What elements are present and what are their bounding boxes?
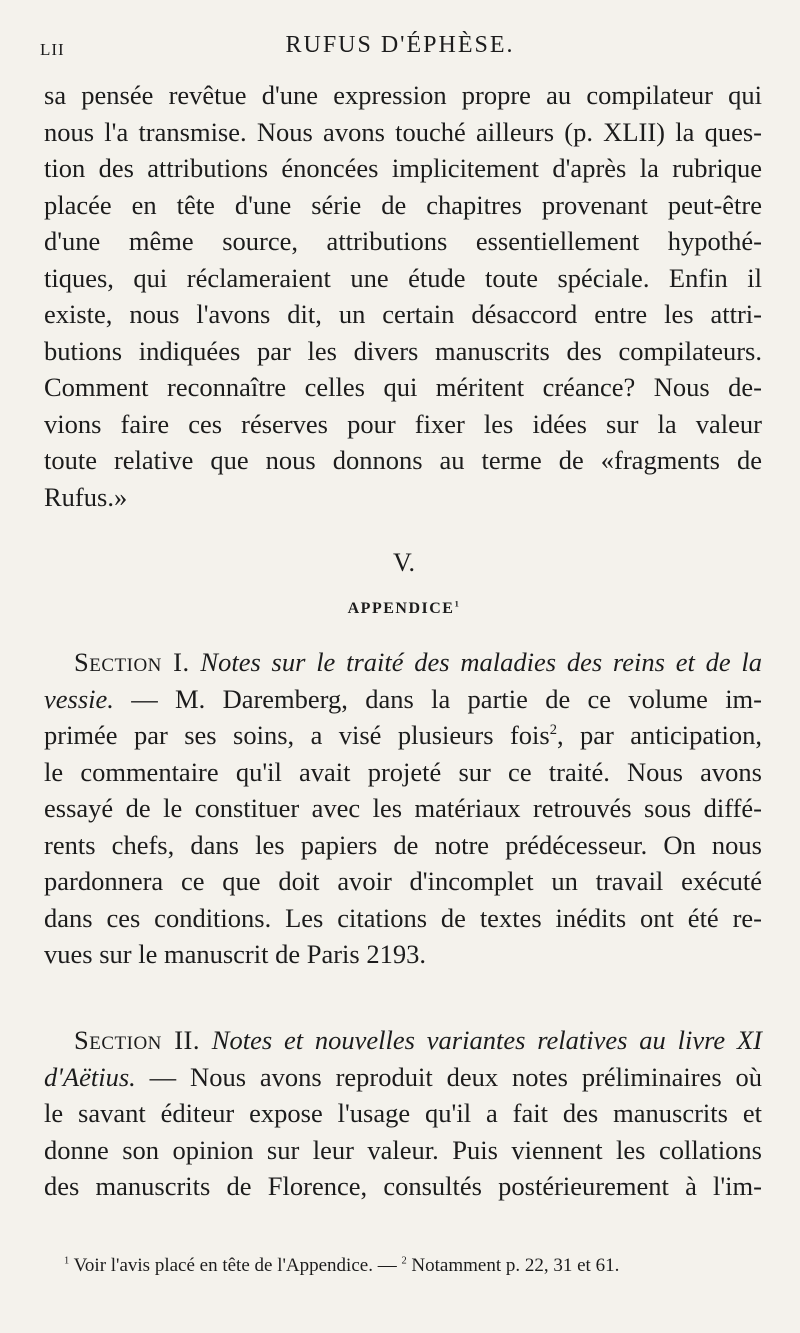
text-line: vions faire ces réserves pour fixer les idées sur la valeur bbox=[44, 408, 762, 439]
text-line: essayé de le constituer avec les matériaux retrouvés sous diffé- bbox=[44, 793, 762, 823]
section-text: — M. Daremberg, dans la partie de ce volume im- bbox=[131, 683, 762, 714]
footnotes bbox=[64, 1255, 619, 1277]
section-number: V. bbox=[393, 548, 415, 577]
section-title bbox=[44, 600, 764, 618]
text-line: sa pensée revêtue d'une expression propre au compilateur qui bbox=[44, 80, 762, 110]
text-line: Comment reconnaître celles qui méritent créance? Nous de- bbox=[44, 372, 762, 402]
footnote-mark: 2 bbox=[401, 1255, 407, 1267]
text-line: nous l'a transmise. Nous avons touché ailleurs (p. XLII) la ques- bbox=[44, 116, 762, 147]
section-title: Notes et nouvelles variantes relatives au livre XI bbox=[211, 1025, 763, 1055]
section-title-cont: d'Aëtius. bbox=[44, 1061, 136, 1092]
text-line bbox=[44, 720, 762, 751]
text-line: rents chefs, dans les papiers de notre prédécesseur. On nous bbox=[44, 829, 762, 860]
section-title-cont: vessie. bbox=[44, 683, 114, 714]
section-label: Section I. bbox=[74, 647, 190, 677]
text-line: le commentaire qu'il avait projeté sur ce traité. Nous avons bbox=[44, 756, 762, 787]
text-line: dans ces conditions. Les citations de textes inédits ont été re- bbox=[44, 902, 762, 933]
section-title: Notes sur le traité des maladies des reins et de la bbox=[200, 647, 763, 677]
page-number: LII bbox=[40, 40, 65, 59]
footnote-text: Voir l'avis placé en tête de l'Appendice. — bbox=[73, 1255, 397, 1276]
text-line: donne son opinion sur leur valeur. Puis viennent les collations bbox=[44, 1134, 762, 1165]
appendice-title: APPENDICE bbox=[347, 600, 455, 617]
text-line: d'une même source, attributions essentiellement hypothé- bbox=[44, 226, 762, 256]
text-line: placée en tête d'une série de chapitres provenant peut-être bbox=[44, 189, 762, 220]
footnote-text: Notamment p. 22, 31 et 61. bbox=[411, 1255, 620, 1276]
text-segment: , par anticipation, bbox=[556, 720, 762, 750]
text-line: vues sur le manuscrit de Paris 2193. bbox=[44, 939, 426, 969]
text-line: pardonnera ce que doit avoir d'incomplet un travail exécuté bbox=[44, 866, 762, 896]
text-segment: primée par ses soins, a visé plusieurs fois bbox=[44, 720, 550, 750]
section-one-title-line bbox=[74, 647, 762, 678]
text-line bbox=[44, 1062, 762, 1093]
text-line: butions indiquées par les divers manuscrits des compilateurs. bbox=[44, 335, 762, 366]
text-line bbox=[44, 684, 762, 715]
footnote-ref: 1 bbox=[454, 598, 461, 609]
section-two-title-line bbox=[74, 1025, 762, 1056]
text-line: existe, nous l'avons dit, un certain désaccord entre les attri- bbox=[44, 299, 762, 329]
text-line: des manuscrits de Florence, consultés postérieurement à l'im- bbox=[44, 1171, 762, 1201]
text-line: le savant éditeur expose l'usage qu'il a fait des manuscrits et bbox=[44, 1098, 762, 1128]
text-line: tiques, qui réclameraient une étude toute spéciale. Enfin il bbox=[44, 262, 762, 293]
running-title: RUFUS D'ÉPHÈSE. bbox=[285, 32, 515, 58]
page-header bbox=[40, 30, 760, 66]
footnote-mark: 1 bbox=[64, 1255, 70, 1267]
section-label: Section II. bbox=[74, 1025, 200, 1055]
footnote-ref: 2 bbox=[549, 722, 557, 739]
text-line: toute relative que nous donnons au terme de «fragments de bbox=[44, 445, 762, 475]
section-text: — Nous avons reproduit deux notes préliminaires où bbox=[149, 1061, 763, 1092]
text-line: tion des attributions énoncées implicitement d'après la rubrique bbox=[44, 153, 762, 183]
text-line: Rufus.» bbox=[44, 481, 128, 512]
